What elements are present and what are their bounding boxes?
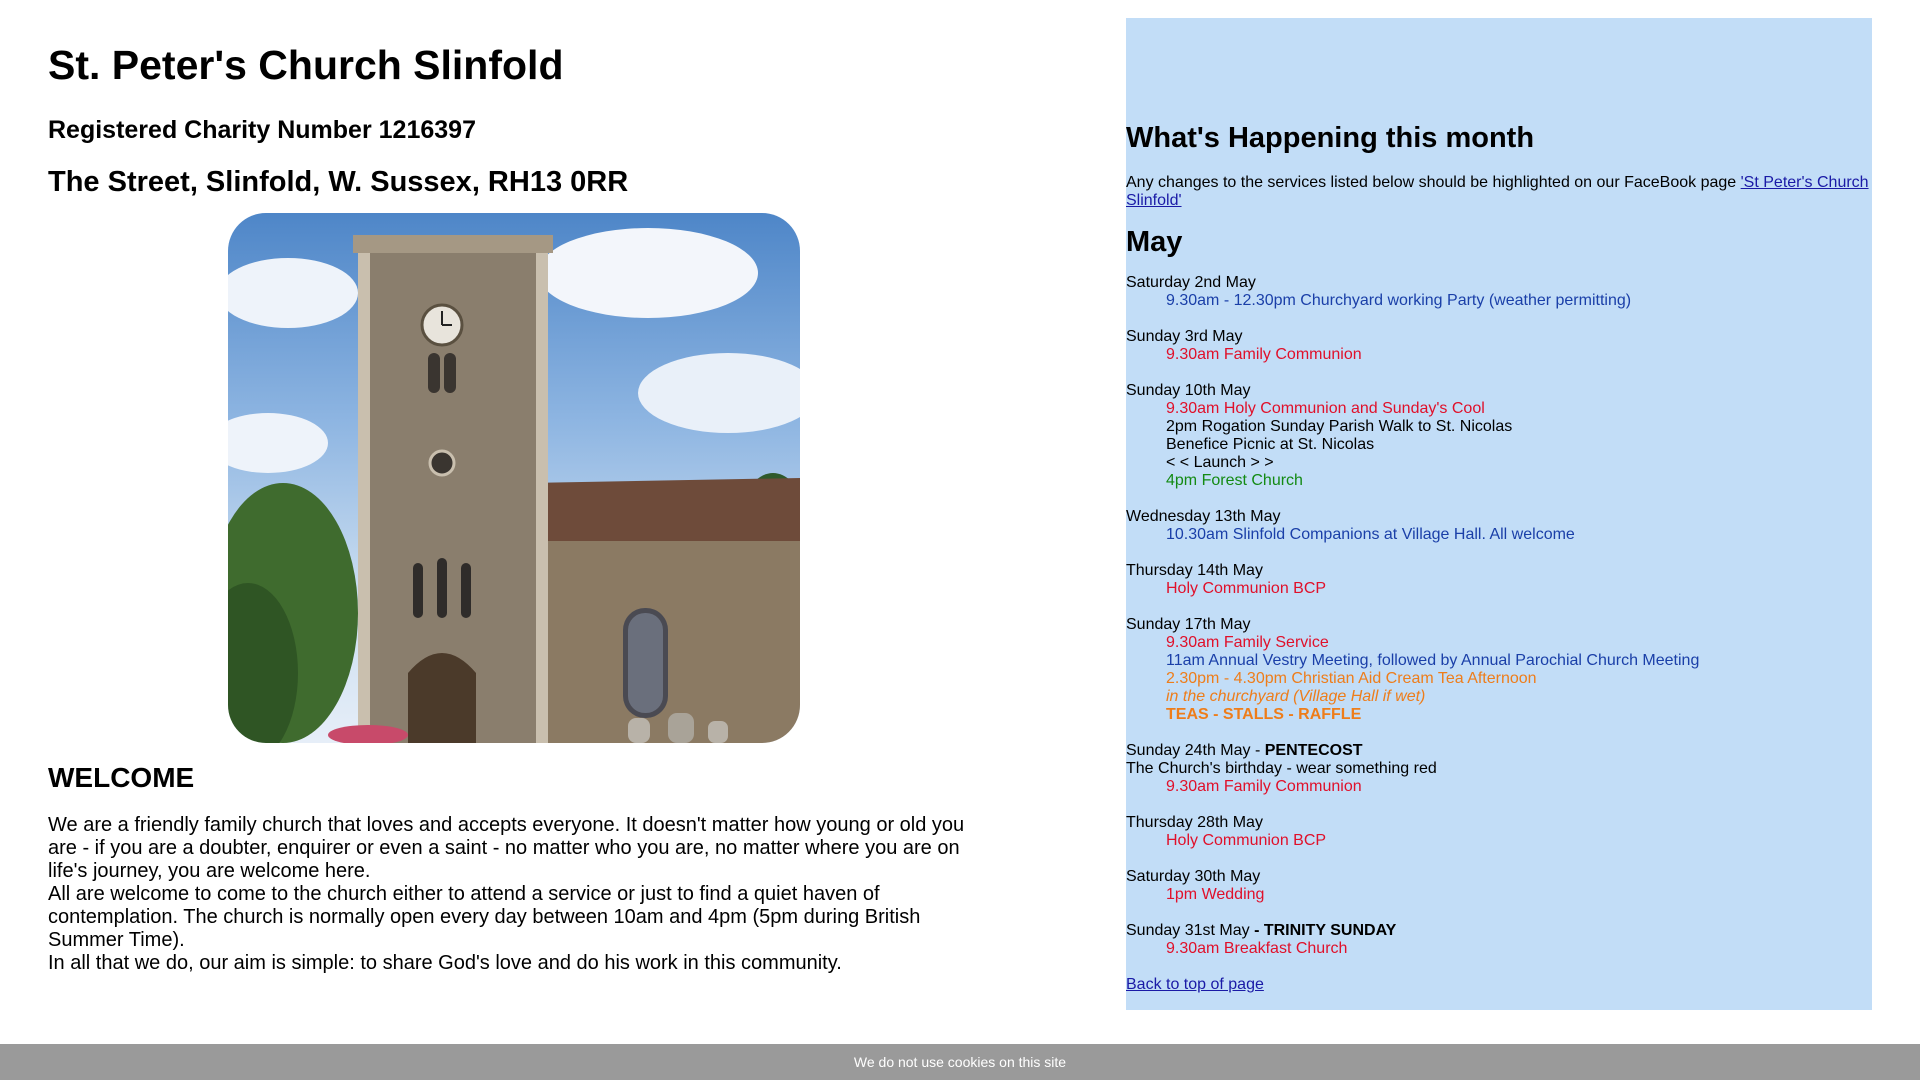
event-day-highlight: PENTECOST: [1264, 742, 1363, 759]
month-heading: May: [1126, 226, 1183, 258]
event-line: 1pm Wedding: [1166, 886, 1265, 903]
event-line: The Church's birthday - wear something red: [1126, 760, 1437, 777]
charity-number: Registered Charity Number 1216397: [48, 116, 476, 144]
event-day: [1126, 382, 1872, 400]
event-block: [1126, 562, 1872, 598]
event-day: [1126, 274, 1872, 292]
event-block: [1126, 922, 1872, 958]
event-line: 9.30am - 12.30pm Churchyard working Party (weather permitting): [1166, 292, 1632, 309]
event-block: [1126, 814, 1872, 850]
event-line: 10.30am Slinfold Companions at Village Hall. All welcome: [1166, 526, 1575, 543]
event-line: 9.30am Family Service: [1166, 634, 1329, 651]
event-day-label: Thursday 14th May: [1126, 562, 1263, 579]
event-day-label: Sunday 10th May: [1126, 382, 1251, 399]
event-day: [1126, 562, 1872, 580]
event-block: [1126, 508, 1872, 544]
event-day-label: Thursday 28th May: [1126, 814, 1263, 831]
event-day: [1126, 868, 1872, 886]
event-block: [1126, 616, 1872, 724]
event-line: 11am Annual Vestry Meeting, followed by Annual Parochial Church Meeting: [1166, 652, 1700, 669]
whats-happening-panel: [1126, 18, 1872, 1010]
event-line: Benefice Picnic at St. Nicolas: [1166, 436, 1375, 453]
event-line: 9.30am Breakfast Church: [1166, 940, 1348, 957]
event-day-label: Sunday 31st May: [1126, 922, 1255, 939]
event-line: 2.30pm - 4.30pm Christian Aid Cream Tea Afternoon: [1166, 670, 1537, 687]
church-tower-photo: [228, 213, 800, 743]
event-day: [1126, 616, 1872, 634]
event-day-label: Saturday 2nd May: [1126, 274, 1256, 291]
event-block: [1126, 382, 1872, 490]
cookie-notice-text: We do not use cookies on this site: [853, 1054, 1067, 1070]
event-line: TEAS - STALLS - RAFFLE: [1166, 706, 1362, 723]
back-to-top-link[interactable]: Back to top of page: [1126, 976, 1264, 993]
event-block: [1126, 328, 1872, 364]
facebook-notice: [1126, 174, 1872, 210]
event-line: < < Launch > >: [1166, 454, 1274, 471]
event-line: Holy Communion BCP: [1166, 580, 1327, 597]
welcome-paragraph: In all that we do, our aim is simple: to share God's love and do his work in this community.: [48, 952, 842, 974]
church-photo-illustration: [228, 213, 800, 743]
event-day: [1126, 328, 1872, 346]
event-line: 9.30am Family Communion: [1166, 778, 1362, 795]
welcome-paragraph: We are a friendly family church that loves and accepts everyone. It doesn't matter how young or old you are - if you are a doubter, enquirer or even a saint - no matter who you are, no matter where you are on life's journey, you are welcome here.: [48, 814, 965, 882]
event-day-highlight: - TRINITY SUNDAY: [1254, 922, 1397, 939]
welcome-heading: WELCOME: [48, 762, 195, 793]
event-day: [1126, 508, 1872, 526]
event-day-label: Saturday 30th May: [1126, 868, 1261, 885]
event-day: [1126, 742, 1872, 760]
event-block: [1126, 274, 1872, 310]
welcome-text: [48, 814, 978, 975]
event-day-label: Sunday 3rd May: [1126, 328, 1243, 345]
church-address: The Street, Slinfold, W. Sussex, RH13 0RR: [48, 166, 629, 198]
whats-happening-heading: What's Happening this month: [1126, 122, 1535, 154]
event-block: [1126, 868, 1872, 904]
event-line: in the churchyard (Village Hall if wet): [1166, 688, 1426, 705]
facebook-notice-text: Any changes to the services listed below should be highlighted on our FaceBook page: [1126, 174, 1741, 191]
event-line: 4pm Forest Church: [1166, 472, 1303, 489]
event-line: 2pm Rogation Sunday Parish Walk to St. Nicolas: [1166, 418, 1513, 435]
event-line: 9.30am Family Communion: [1166, 346, 1362, 363]
event-day: [1126, 814, 1872, 832]
events-list: [1126, 274, 1872, 976]
event-day-label: Wednesday 13th May: [1126, 508, 1281, 525]
event-day-label: Sunday 24th May -: [1126, 742, 1265, 759]
event-line: 9.30am Holy Communion and Sunday's Cool: [1166, 400, 1485, 417]
event-line: Holy Communion BCP: [1166, 832, 1327, 849]
welcome-paragraph: All are welcome to come to the church either to attend a service or just to find a quiet haven of contemplation. The church is normally open every day between 10am and 4pm (5pm during British Summer Time).: [48, 883, 921, 951]
cookie-notice-bar: [0, 1044, 1920, 1080]
event-day: [1126, 922, 1872, 940]
event-day-label: Sunday 17th May: [1126, 616, 1251, 633]
site-title: St. Peter's Church Slinfold: [48, 42, 564, 88]
event-block: [1126, 742, 1872, 796]
facebook-page-link[interactable]: 'St Peter's Church Slinfold': [1126, 174, 1869, 209]
